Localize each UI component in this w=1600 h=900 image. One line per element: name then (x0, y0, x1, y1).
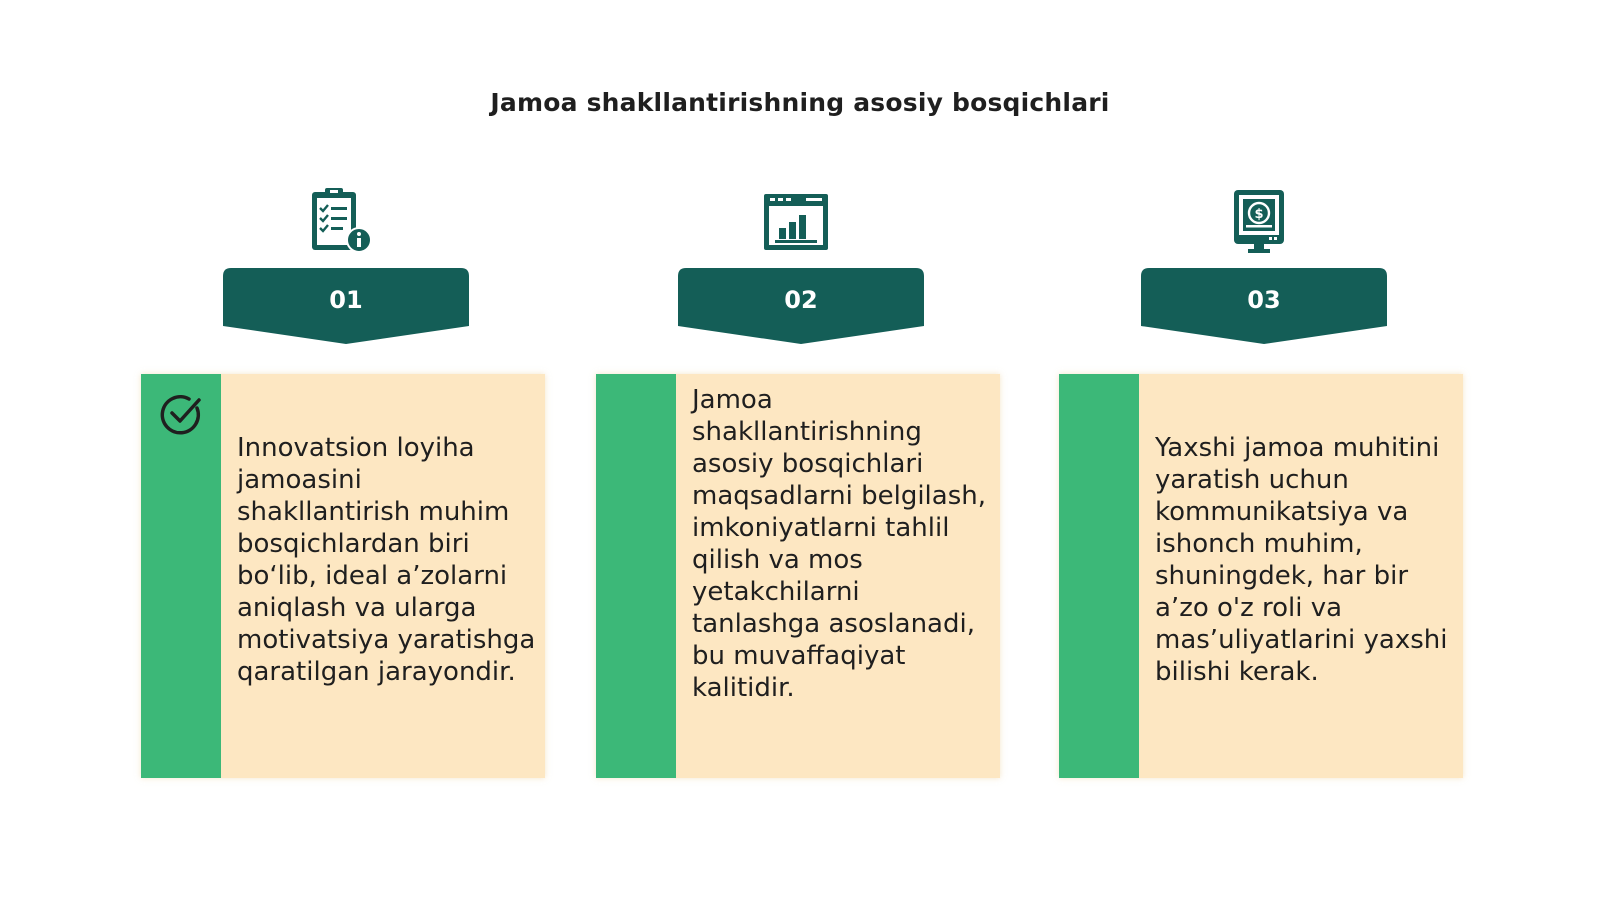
step-description: Yaxshi jamoa muhitini yaratish uchun kommunikatsiya va ishonch muhim, shuningdek, har bir a’zo o'z roli va mas’uliyatlarini yaxshi bilishi kerak. (1155, 433, 1448, 687)
step-badge (1141, 268, 1387, 348)
card-accent-bar (596, 374, 676, 778)
step-description: Innovatsion loyiha jamoasini shakllantirish muhim bosqichlardan biri bo‘lib, ideal a’zolarni aniqlash va ularga motivatsiya yaratishga qaratilgan jarayondir. (237, 433, 536, 687)
money-monitor-icon (1224, 186, 1294, 256)
page-title: Jamoa shakllantirishning asosiy bosqichlari (490, 88, 1110, 117)
step-number: 02 (784, 286, 818, 314)
clipboard-checklist-info-icon (306, 186, 376, 256)
step-description: Jamoa shakllantirishning asosiy bosqichlari maqsadlarni belgilash, imkoniyatlarni tahlil qilish va mos yetakchilarni tanlashga asoslanadi, bu muvaffaqiyat kalitidir. (692, 385, 986, 703)
card-accent-bar (141, 374, 221, 778)
step-number: 01 (329, 286, 363, 314)
step-card (596, 374, 1000, 778)
step-card (141, 374, 545, 778)
bar-chart-window-icon (761, 186, 831, 256)
step-3 (1059, 0, 1469, 900)
step-badge (223, 268, 469, 348)
step-number: 03 (1247, 286, 1281, 314)
card-accent-bar (1059, 374, 1139, 778)
step-2 (596, 0, 1006, 900)
step-card (1059, 374, 1463, 778)
svg-text:$: $ (1254, 207, 1264, 222)
check-circle-icon (157, 390, 205, 438)
step-1 (141, 0, 551, 900)
step-badge (678, 268, 924, 348)
